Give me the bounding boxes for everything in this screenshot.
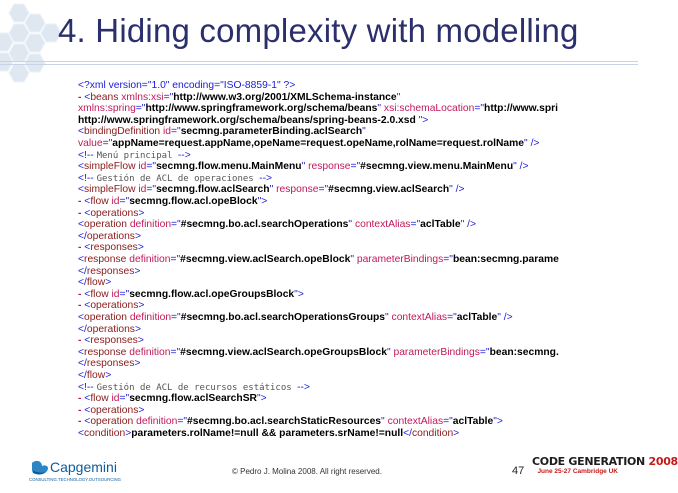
- code-token: >: [105, 277, 112, 289]
- code-token: </: [78, 277, 87, 289]
- code-token: >: [137, 242, 144, 254]
- code-token: response: [276, 184, 319, 196]
- code-token: beans: [90, 91, 122, 103]
- code-token: " />: [449, 184, 465, 196]
- capgemini-logo: [28, 458, 146, 489]
- code-token: secmng.parameterBinding.aclSearch: [180, 126, 363, 138]
- code-token: contextAlias: [354, 219, 411, 231]
- code-token: >: [137, 335, 144, 347]
- code-token: <: [78, 428, 85, 439]
- code-token: =": [479, 346, 490, 358]
- xml-code-listing: [78, 79, 638, 439]
- code-token: responses: [86, 358, 135, 370]
- code-token: =": [163, 91, 174, 103]
- code-token: <: [78, 346, 85, 358]
- code-token: =": [146, 161, 157, 173]
- code-generation-logo-name: CODE GENERATION: [532, 455, 645, 468]
- code-token: condition: [411, 428, 454, 439]
- code-token: responses: [90, 242, 138, 254]
- code-token: <: [84, 416, 91, 428]
- code-token: appName=request.appName,opeName=request.opeName,rolName=request.rolName: [112, 138, 525, 149]
- code-token: <: [84, 196, 91, 207]
- code-token: #secmng.bo.acl.searchOperationsGroups: [180, 312, 386, 323]
- code-token: id: [111, 393, 120, 405]
- code-token: http://www.springframework.org/schema/beans/spring-beans-2.0.xsd: [78, 114, 416, 126]
- code-token: <: [84, 288, 91, 300]
- code-token: #secmng.view.aclSearch: [328, 184, 450, 196]
- code-token: <: [78, 312, 85, 323]
- code-token: <: [78, 126, 85, 138]
- code-token: Gestión de ACL de operaciones: [96, 173, 260, 184]
- code-generation-logo-year: 2008: [648, 455, 678, 468]
- code-token: aclTable: [452, 416, 494, 428]
- code-token: >: [125, 428, 132, 439]
- code-token: response: [308, 161, 351, 173]
- code-token: >: [134, 358, 141, 370]
- code-token: =": [146, 184, 157, 196]
- code-token: ": [381, 416, 388, 428]
- code-token: flow: [86, 370, 106, 381]
- collapse-toggle[interactable]: -: [78, 393, 85, 405]
- code-token: " />: [513, 161, 529, 173]
- code-token: <: [84, 404, 91, 416]
- code-token: ": [377, 103, 384, 115]
- code-token: -->: [259, 172, 273, 184]
- code-token: <!--: [78, 381, 97, 393]
- code-token: definition: [129, 312, 172, 323]
- code-token: ": [362, 126, 366, 138]
- code-token: secmng.flow.aclSearchSR: [129, 393, 257, 405]
- code-token: ": [350, 254, 357, 265]
- code-token: >: [138, 300, 145, 312]
- code-token: flow: [90, 288, 112, 300]
- collapse-toggle[interactable]: -: [78, 416, 85, 428]
- code-token: secmng.flow.acl.opeGroupsBlock: [129, 288, 295, 300]
- code-token: ">: [294, 288, 304, 300]
- code-token: xmlns:xsi: [121, 91, 164, 103]
- code-token: >: [105, 370, 112, 381]
- code-token: -->: [297, 381, 310, 393]
- code-token: parameters.rolName!=null && parameters.srName!=null: [131, 428, 404, 439]
- code-token: <: [84, 91, 91, 103]
- code-token: #secmng.bo.acl.searchStaticResources: [187, 416, 382, 428]
- code-token: operations: [86, 230, 135, 242]
- code-line: [78, 427, 459, 440]
- code-line: [78, 346, 559, 359]
- code-token: ">: [415, 114, 429, 126]
- code-token: ">: [257, 196, 268, 207]
- code-token: ": [396, 91, 401, 103]
- title-divider-secondary: [0, 64, 638, 65]
- code-token: id: [138, 184, 147, 196]
- code-token: operations: [90, 404, 139, 416]
- code-token: simpleFlow: [84, 161, 139, 173]
- code-token: operation: [90, 416, 137, 428]
- code-token: http://www.springframework.org/schema/beans: [145, 103, 378, 115]
- code-token: =": [447, 312, 457, 323]
- hexagon-decoration: [0, 0, 60, 110]
- code-token: <!--: [78, 149, 97, 161]
- code-token: secmng.flow.menu.MainMenu: [156, 161, 302, 173]
- code-token: =": [135, 103, 146, 115]
- collapse-toggle[interactable]: -: [78, 300, 85, 312]
- code-token: operations: [90, 300, 139, 312]
- code-token: <: [78, 254, 85, 265]
- collapse-toggle[interactable]: -: [78, 242, 85, 254]
- code-token: definition: [136, 416, 178, 428]
- code-token: </: [78, 265, 87, 277]
- code-token: value: [78, 138, 103, 149]
- code-token: response: [84, 254, 130, 265]
- collapse-toggle[interactable]: -: [78, 196, 85, 207]
- page-number: 47: [512, 465, 525, 477]
- code-token: =": [350, 161, 361, 173]
- code-token: id: [111, 288, 120, 300]
- slide-title: 4. Hiding complexity with modelling: [58, 12, 579, 49]
- code-token: response: [84, 346, 130, 358]
- code-token: operation: [84, 312, 130, 323]
- code-token: aclTable: [420, 219, 461, 231]
- code-token: bean:secmng.: [489, 346, 559, 358]
- code-token: >: [134, 323, 141, 335]
- code-token: simpleFlow: [84, 184, 139, 196]
- code-token: http://www.spri: [484, 103, 559, 115]
- code-token: =": [170, 346, 181, 358]
- code-token: secmng.flow.aclSearch: [156, 184, 270, 196]
- code-token: =": [171, 219, 181, 231]
- code-token: " />: [524, 138, 540, 149]
- code-token: =": [170, 254, 181, 265]
- code-token: =": [177, 416, 188, 428]
- code-token: <: [78, 161, 85, 173]
- title-divider: [0, 61, 638, 62]
- code-token: parameterBindings: [356, 254, 444, 265]
- code-token: -->: [177, 149, 191, 161]
- code-token: xmlns:spring: [78, 103, 136, 115]
- spade-icon: [32, 461, 48, 475]
- code-token: contextAlias: [387, 416, 444, 428]
- code-token: <: [84, 393, 91, 405]
- code-token: >: [138, 404, 145, 416]
- code-token: definition: [129, 254, 171, 265]
- code-token: =": [443, 254, 453, 265]
- code-token: <: [84, 242, 91, 254]
- code-token: Menú principal: [96, 150, 178, 161]
- code-token: <: [84, 335, 91, 347]
- capgemini-logo-text: Capgemini: [50, 459, 117, 475]
- code-token: id: [163, 126, 172, 138]
- code-token: secmng.flow.acl.opeBlock: [129, 196, 258, 207]
- code-token: flow: [86, 277, 106, 289]
- code-token: =": [171, 126, 181, 138]
- code-token: <: [84, 207, 91, 219]
- code-token: operations: [86, 323, 135, 335]
- code-token: </: [78, 358, 87, 370]
- code-token: ": [269, 184, 277, 196]
- code-token: <: [78, 219, 85, 231]
- code-token: =": [410, 219, 421, 231]
- code-token: contextAlias: [391, 312, 448, 323]
- code-token: =": [119, 196, 130, 207]
- code-token: xsi:schemaLocation: [383, 103, 475, 115]
- code-token: operations: [90, 207, 139, 219]
- code-token: ">: [257, 393, 267, 405]
- code-token: <?xml version="1.0" encoding="ISO-8859-1" ?>: [78, 80, 296, 91]
- code-token: </: [78, 323, 87, 335]
- code-token: <: [84, 300, 91, 312]
- code-token: >: [138, 207, 145, 219]
- code-token: aclTable: [456, 312, 498, 323]
- code-token: #secmng.view.menu.MainMenu: [360, 161, 514, 173]
- code-token: " />: [460, 219, 476, 231]
- code-token: operation: [84, 219, 130, 231]
- code-token: ": [348, 219, 355, 231]
- collapse-toggle[interactable]: -: [78, 288, 85, 300]
- code-token: bean:secmng.parame: [452, 254, 559, 265]
- code-token: " />: [497, 312, 513, 323]
- code-token: =": [102, 138, 113, 149]
- code-token: #secmng.view.aclSearch.opeGroupsBlock: [180, 346, 387, 358]
- code-token: parameterBindings: [393, 346, 480, 358]
- code-line: [78, 311, 513, 324]
- code-token: </: [78, 370, 87, 381]
- code-token: ": [386, 346, 394, 358]
- code-line: [78, 253, 559, 266]
- code-token: >: [453, 428, 460, 439]
- copyright-footer: © Pedro J. Molina 2008. All right reserved.: [232, 467, 382, 476]
- code-token: =": [119, 393, 130, 405]
- code-token: #secmng.bo.acl.searchOperations: [180, 219, 349, 231]
- code-token: ">: [493, 416, 503, 428]
- code-token: definition: [129, 219, 172, 231]
- code-generation-logo: [532, 455, 678, 475]
- code-token: >: [134, 265, 141, 277]
- code-token: </: [78, 230, 87, 242]
- collapse-toggle[interactable]: -: [78, 335, 85, 347]
- capgemini-logo-tagline: CONSULTING.TECHNOLOGY.OUTSOURCING: [29, 477, 121, 482]
- code-token: condition: [84, 428, 126, 439]
- code-token: >: [134, 230, 141, 242]
- code-token: ": [385, 312, 392, 323]
- code-token: bindingDefinition: [84, 126, 164, 138]
- code-token: </: [403, 428, 412, 439]
- code-token: id: [138, 161, 147, 173]
- code-token: <: [78, 184, 85, 196]
- code-token: ": [301, 161, 309, 173]
- code-token: responses: [86, 265, 135, 277]
- code-token: http://www.w3.org/2001/XMLSchema-instance: [173, 91, 397, 103]
- code-token: responses: [90, 335, 138, 347]
- collapse-toggle[interactable]: -: [78, 404, 85, 416]
- code-token: id: [111, 196, 120, 207]
- collapse-toggle[interactable]: -: [78, 91, 85, 103]
- code-token: =": [474, 103, 485, 115]
- code-token: =": [171, 312, 181, 323]
- code-token: =": [318, 184, 329, 196]
- code-token: =": [119, 288, 130, 300]
- code-token: <!--: [78, 172, 97, 184]
- code-token: flow: [90, 196, 112, 207]
- code-token: Gestión de ACL de recursos estáticos: [96, 382, 298, 393]
- code-token: =": [443, 416, 453, 428]
- code-token: #secmng.view.aclSearch.opeBlock: [180, 254, 351, 265]
- code-token: flow: [90, 393, 112, 405]
- code-generation-logo-subtitle: June 25-27 Cambridge UK: [537, 468, 618, 475]
- code-token: definition: [129, 346, 171, 358]
- collapse-toggle[interactable]: -: [78, 207, 85, 219]
